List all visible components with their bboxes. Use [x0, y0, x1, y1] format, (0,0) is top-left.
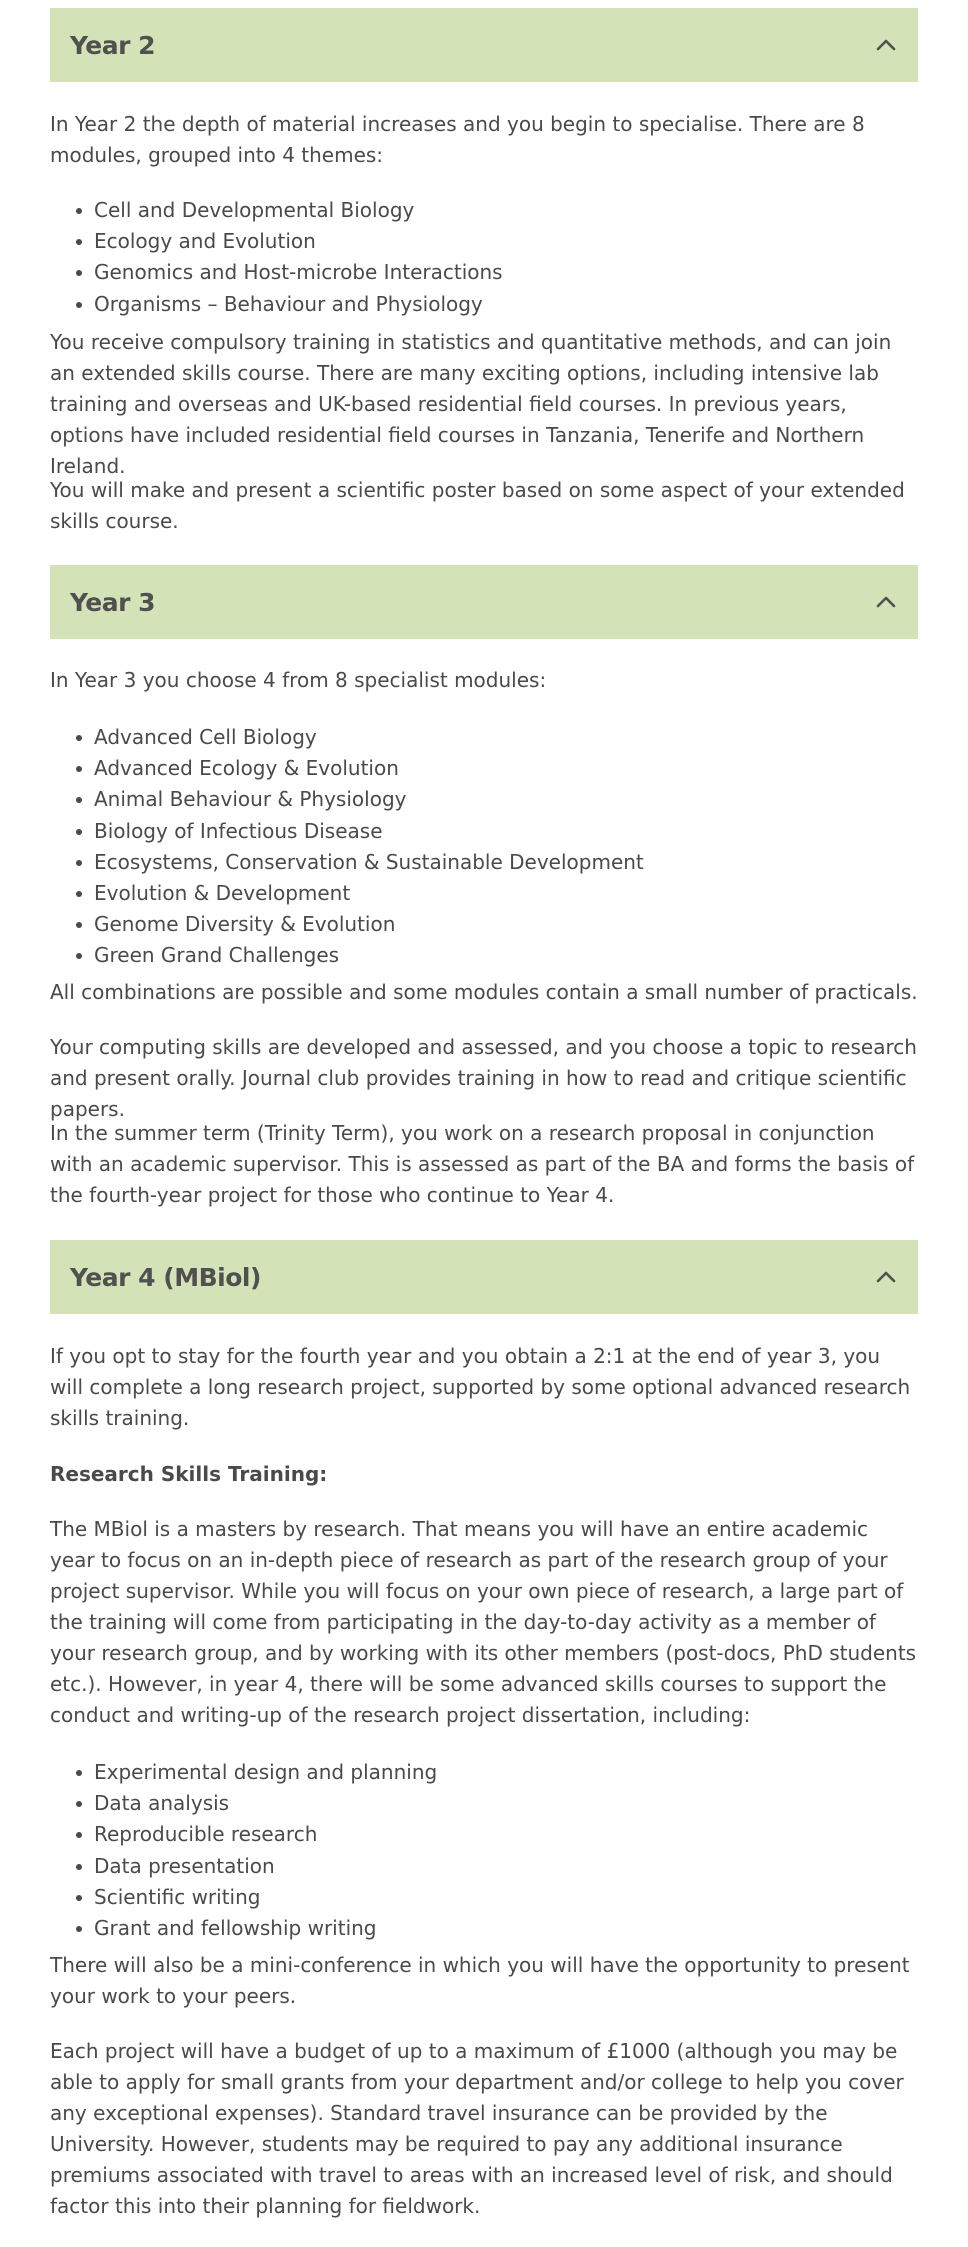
accordion-year-3-header[interactable]: [50, 565, 918, 639]
list-item: Green Grand Challenges: [50, 940, 918, 971]
year-4-paragraph-2: There will also be a mini-conference in which you will have the opportunity to present your work to your peers.: [50, 1953, 910, 2008]
list-item: Biology of Infectious Disease: [50, 816, 918, 847]
year-3-intro: In Year 3 you choose 4 from 8 specialist modules:: [50, 668, 547, 692]
year-4-body-2: [50, 1950, 918, 2012]
list-item: Grant and fellowship writing: [50, 1913, 918, 1944]
list-item: Reproducible research: [50, 1819, 918, 1850]
list-item: Organisms – Behaviour and Physiology: [50, 289, 918, 320]
year-4-panel: [50, 1341, 918, 1434]
accordion-year-4-header[interactable]: [50, 1240, 918, 1314]
year-4-skills-list: [50, 1757, 918, 1944]
year-4-paragraph-3: Each project will have a budget of up to a maximum of £1000 (although you may be able to apply for small grants from your department and/or college to help you cover any exceptional expenses). Standard travel insurance can be provided by the University. However, students may be required to pay any additional insurance premiums associated with travel to areas with an increased level of risk, and should factor this into their planning for fieldwork.: [50, 2039, 904, 2218]
chevron-up-icon[interactable]: [874, 33, 898, 57]
list-item: Ecology and Evolution: [50, 226, 918, 257]
year-3-paragraph-1: All combinations are possible and some modules contain a small number of practicals.: [50, 980, 918, 1004]
list-item: Data presentation: [50, 1851, 918, 1882]
accordion-year-4-title: Year 4 (MBiol): [70, 1262, 261, 1292]
list-item: Advanced Cell Biology: [50, 722, 918, 753]
accordion-year-2-title: Year 2: [70, 30, 156, 60]
list-item: Advanced Ecology & Evolution: [50, 753, 918, 784]
list-item: Data analysis: [50, 1788, 918, 1819]
year-2-paragraph-1: You receive compulsory training in statistics and quantitative methods, and can join an extended skills course. There are many exciting options, including intensive lab training and overseas and UK-based residential field courses. In previous years, options have included residential field courses in Tanzania, Tenerife and Northern Ireland.: [50, 330, 892, 478]
list-item: Ecosystems, Conservation & Sustainable Development: [50, 847, 918, 878]
year-3-paragraph-3: In the summer term (Trinity Term), you work on a research proposal in conjunction with an academic supervisor. This is assessed as part of the BA and forms the basis of the fourth-year project for those who continue to Year 4.: [50, 1121, 915, 1207]
year-3-body-1: [50, 977, 918, 1008]
year-2-body-2: [50, 475, 918, 537]
year-4-body-3: [50, 2036, 918, 2222]
research-skills-heading: Research Skills Training:: [50, 1462, 328, 1486]
year-4-body-1: [50, 1514, 918, 1731]
year-4-paragraph-1: The MBiol is a masters by research. That means you will have an entire academic year to focus on an in-depth piece of research as part of the research group of your project supervisor. While you will focus on your own piece of research, a large part of the training will come from participating in the day-to-day activity as a member of your research group, and by working with its other members (post-docs, PhD students etc.). However, in year 4, there will be some advanced skills courses to support the conduct and writing-up of the research project dissertation, including:: [50, 1517, 917, 1727]
year-3-body-3: [50, 1118, 918, 1211]
list-item: Animal Behaviour & Physiology: [50, 784, 918, 815]
year-4-subheading-wrap: [50, 1459, 918, 1490]
year-3-module-list: [50, 722, 918, 972]
list-item: Scientific writing: [50, 1882, 918, 1913]
year-4-intro: If you opt to stay for the fourth year and you obtain a 2:1 at the end of year 3, you will complete a long research project, supported by some optional advanced research skills training.: [50, 1344, 911, 1430]
year-2-body-1: [50, 327, 918, 482]
chevron-up-icon[interactable]: [874, 1265, 898, 1289]
list-item: Genomics and Host-microbe Interactions: [50, 257, 918, 288]
list-item: Experimental design and planning: [50, 1757, 918, 1788]
chevron-up-icon[interactable]: [874, 590, 898, 614]
year-2-theme-list: [50, 195, 918, 320]
year-2-intro: In Year 2 the depth of material increases and you begin to specialise. There are 8 modules, grouped into 4 themes:: [50, 112, 865, 167]
year-3-panel: [50, 665, 918, 696]
year-2-paragraph-2: You will make and present a scientific poster based on some aspect of your extended skills course.: [50, 478, 905, 533]
accordion-year-2-header[interactable]: [50, 8, 918, 82]
accordion-year-3-title: Year 3: [70, 587, 156, 617]
year-2-panel: [50, 109, 918, 171]
list-item: Genome Diversity & Evolution: [50, 909, 918, 940]
year-3-body-2: [50, 1032, 918, 1125]
list-item: Cell and Developmental Biology: [50, 195, 918, 226]
list-item: Evolution & Development: [50, 878, 918, 909]
year-3-paragraph-2: Your computing skills are developed and assessed, and you choose a topic to research and present orally. Journal club provides training in how to read and critique scientific papers.: [50, 1035, 917, 1121]
